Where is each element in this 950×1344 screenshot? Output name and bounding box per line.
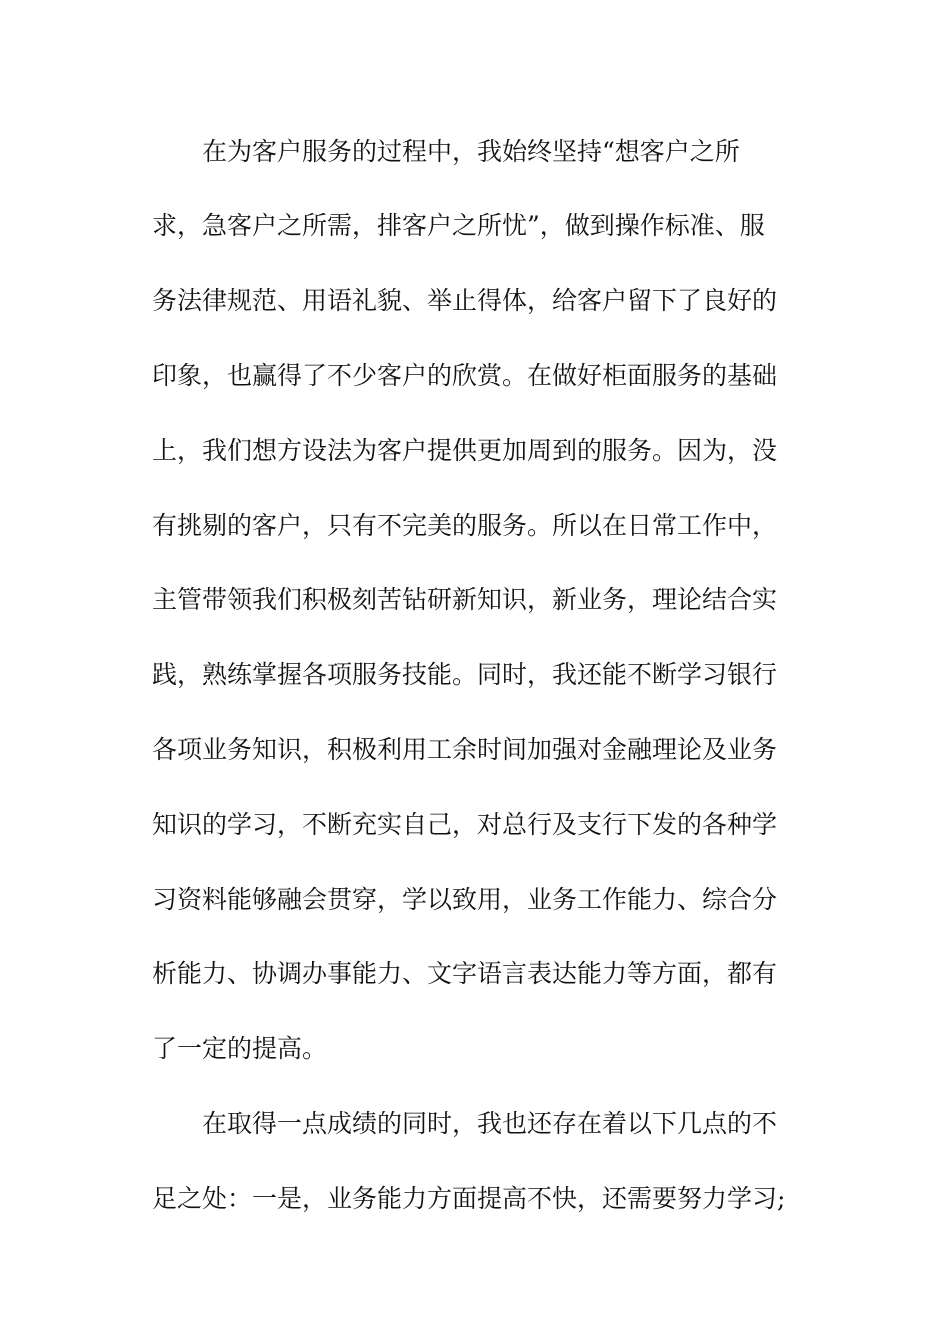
- paragraph-1-line-2: 求，急客户之所需，排客户之所忧”，做到操作标准、服: [152, 211, 765, 240]
- paragraph-2-line-1: 在取得一点成绩的同时，我也还存在着以下几点的不: [202, 1109, 778, 1138]
- paragraph-1-line-8: 践，熟练掌握各项服务技能。同时，我还能不断学习银行: [152, 660, 778, 689]
- paragraph-1-line-11: 习资料能够融会贯穿，学以致用，业务工作能力、综合分: [152, 885, 778, 914]
- paragraph-1-line-3: 务法律规范、用语礼貌、举止得体，给客户留下了良好的: [152, 286, 778, 315]
- paragraph-1-line-13: 了一定的提高。: [152, 1034, 328, 1063]
- paragraph-1-line-5: 上，我们想方设法为客户提供更加周到的服务。因为，没: [152, 436, 778, 465]
- paragraph-1-line-12: 析能力、协调办事能力、文字语言表达能力等方面，都有: [152, 959, 778, 988]
- paragraph-1-line-10: 知识的学习，不断充实自己，对总行及支行下发的各种学: [152, 810, 778, 839]
- paragraph-2-line-2: 足之处：一是，业务能力方面提高不快，还需要努力学习;: [152, 1184, 786, 1213]
- paragraph-1-line-1: 在为客户服务的过程中，我始终坚持“想客户之所: [202, 137, 740, 166]
- paragraph-1-line-6: 有挑剔的客户，只有不完美的服务。所以在日常工作中，: [152, 511, 778, 540]
- paragraph-1-line-4: 印象，也赢得了不少客户的欣赏。在做好柜面服务的基础: [152, 361, 778, 390]
- paragraph-1-line-9: 各项业务知识，积极利用工余时间加强对金融理论及业务: [152, 735, 778, 764]
- paragraph-1-line-7: 主管带领我们积极刻苦钻研新知识，新业务，理论结合实: [152, 585, 778, 614]
